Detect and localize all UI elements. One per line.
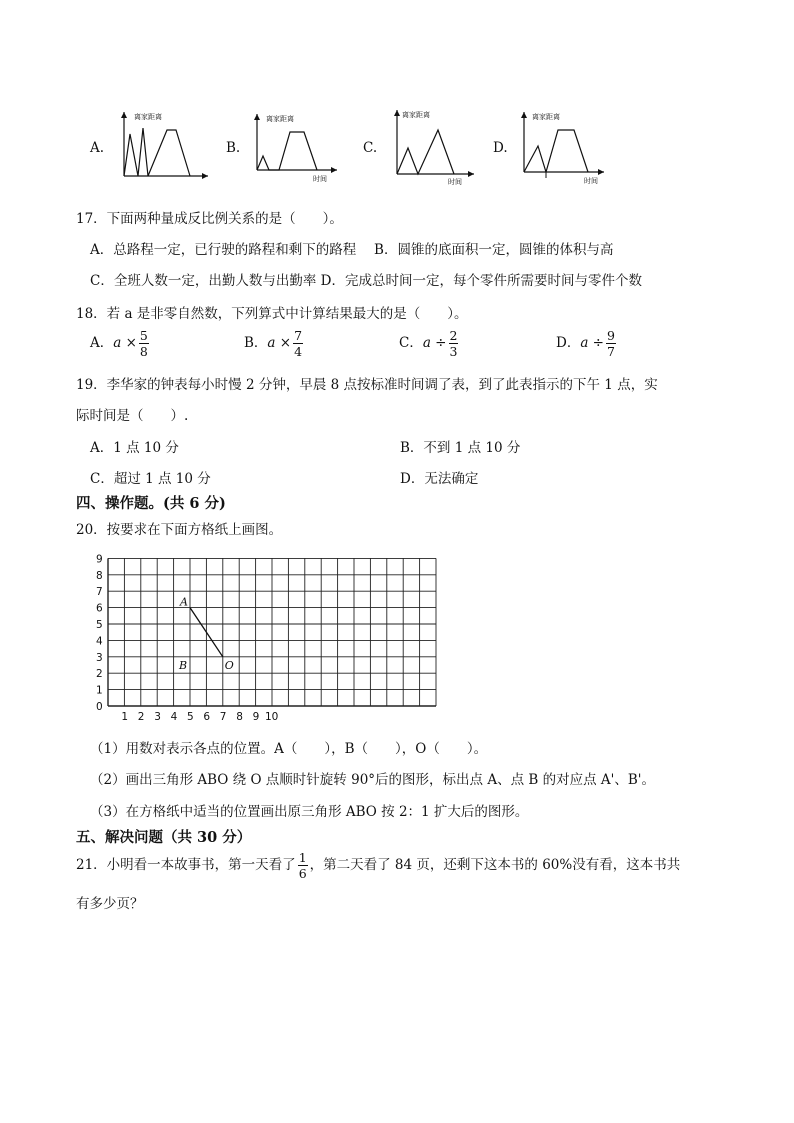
y-tick-label: 6 (96, 602, 103, 615)
q16-d-ylabel: 离家距离 (532, 113, 560, 121)
q16-a-ylabel: 离家距离 (134, 113, 162, 121)
x-tick-label: 7 (219, 711, 227, 723)
x-tick-label: 8 (236, 711, 243, 723)
q16-option-d-label: D. (493, 140, 508, 156)
y-tick-label: 7 (96, 586, 103, 599)
q16-option-a-label: A. (90, 140, 105, 156)
q18-b-expr: a × (267, 335, 292, 351)
q18-a-label: A． (90, 335, 114, 351)
q17-stem: 17．下面两种量成反比例关系的是（ ）。 (76, 211, 343, 227)
q16-option-c-graph (392, 106, 482, 186)
q21-fraction (298, 850, 308, 881)
x-tick-label: 2 (137, 711, 145, 723)
x-tick-label: 10 (265, 711, 279, 723)
q16-option-b-graph (253, 112, 343, 184)
q18-a-num: 5 (139, 328, 148, 343)
q18-option-d (556, 328, 618, 359)
q20-sub3: （3）在方格纸中适当的位置画出原三角形 ABO 按 2：1 扩大后的图形。 (90, 804, 529, 820)
y-tick-label: 1 (96, 684, 103, 697)
x-tick-label: 5 (187, 711, 194, 723)
point-a-label: A (180, 595, 188, 609)
y-tick-label: 9 (96, 554, 103, 566)
q18-c-den: 3 (449, 344, 458, 359)
y-tick-label: 2 (96, 668, 103, 681)
q18-option-a (90, 328, 151, 359)
q21-pre: 21．小明看一本故事书，第一天看了 (76, 857, 296, 873)
q18-option-b (244, 328, 305, 359)
q21-post: ，第二天看了 84 页，还剩下这本书的 60%没有看，这本书共 (309, 857, 681, 873)
q18-a-fraction (139, 328, 149, 359)
q18-option-c (399, 328, 460, 359)
q18-d-label: D． (556, 335, 581, 351)
q21-stem-line1 (76, 850, 680, 881)
q21-stem-line2: 有多少页？ (76, 896, 144, 912)
x-tick-label: 9 (252, 711, 260, 723)
q18-stem: 18．若 a 是非零自然数，下列算式中计算结果最大的是（ ）。 (76, 306, 468, 322)
q18-b-den: 4 (294, 344, 303, 359)
q18-c-expr: a ÷ (422, 335, 447, 351)
q18-c-fraction (449, 328, 459, 359)
q16-c-xlabel: 时间 (448, 178, 462, 186)
q18-d-den: 7 (606, 344, 615, 359)
q16-option-c-label: C. (363, 140, 378, 156)
q16-option-b-label: B. (226, 140, 241, 156)
q19-stem-line1: 19．李华家的钟表每小时慢 2 分钟，早晨 8 点按标准时间调了表，到了此表指示的下午 1 点，实 (76, 377, 658, 393)
point-b-label: B (179, 658, 188, 672)
y-tick-label: 0 (96, 701, 103, 713)
section-5-heading: 五、解决问题（共 30 分） (76, 829, 252, 846)
q16-b-xlabel: 时间 (313, 175, 327, 183)
q20-grid-figure (90, 554, 460, 730)
q16-b-ylabel: 离家距离 (266, 115, 294, 123)
q18-d-fraction (606, 328, 616, 359)
q21-num: 1 (298, 850, 307, 865)
q20-sub2: （2）画出三角形 ABO 绕 O 点顺时针旋转 90°后的图形，标出点 A、点 B 的对应点 A'、B'。 (90, 772, 655, 788)
q19-option-a: A．1 点 10 分 (90, 440, 179, 456)
q18-a-den: 8 (139, 344, 148, 359)
q18-a-expr: a × (113, 335, 137, 351)
q21-den: 6 (298, 866, 307, 881)
point-o-label: O (224, 658, 234, 672)
q20-stem: 20．按要求在下面方格纸上画图。 (76, 522, 283, 538)
q18-c-num: 2 (449, 328, 458, 343)
y-tick-label: 4 (96, 635, 103, 648)
q19-stem-line2: 际时间是（ ）. (76, 408, 189, 424)
q17-options-line2: C．全班人数一定，出勤人数与出勤率 D．完成总时间一定，每个零件所需要时间与零件个数 (90, 273, 642, 289)
section-4-heading: 四、操作题。(共 6 分) (76, 495, 226, 512)
q19-option-b: B．不到 1 点 10 分 (400, 440, 521, 456)
q18-d-num: 9 (606, 328, 615, 343)
q16-option-d-graph (520, 110, 610, 186)
q16-option-a-graph (120, 110, 210, 182)
y-tick-label: 5 (96, 619, 103, 631)
q18-b-label: B． (244, 335, 268, 351)
q18-b-fraction (293, 328, 303, 359)
x-tick-label: 4 (170, 711, 178, 723)
x-tick-label: 1 (121, 711, 129, 723)
q18-c-label: C． (399, 335, 423, 351)
y-tick-label: 8 (96, 569, 103, 582)
q19-option-d: D．无法确定 (400, 471, 479, 487)
q16-c-ylabel: 离家距离 (402, 111, 430, 119)
q18-b-num: 7 (294, 328, 303, 343)
y-tick-label: 3 (96, 651, 103, 664)
x-tick-label: 6 (203, 711, 211, 723)
q17-options-line1: A．总路程一定，已行驶的路程和剩下的路程 B．圆锥的底面积一定，圆锥的体积与高 (90, 242, 614, 258)
grid-lines (108, 558, 436, 706)
q18-d-expr: a ÷ (580, 335, 604, 351)
x-tick-label: 3 (154, 711, 161, 723)
q19-option-c: C．超过 1 点 10 分 (90, 471, 211, 487)
q16-d-xlabel: 时间 (584, 177, 598, 185)
q20-sub1: （1）用数对表示各点的位置。A（ ），B（ ），O（ ）。 (90, 741, 488, 757)
